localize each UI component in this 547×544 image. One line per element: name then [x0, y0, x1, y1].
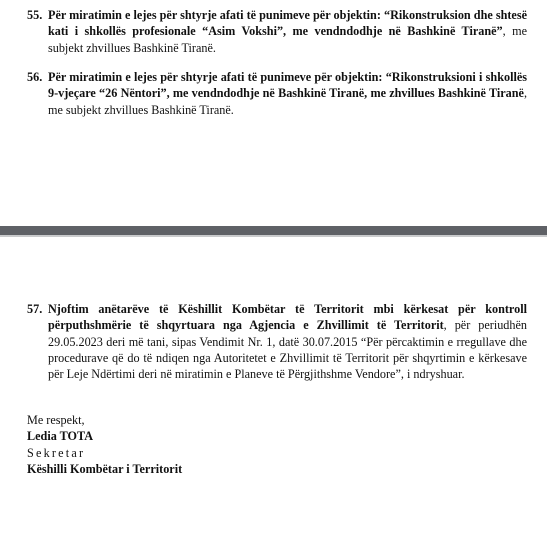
- signer-name: Ledia TOTA: [27, 429, 94, 444]
- item-number: 55.: [27, 8, 43, 22]
- agenda-item-57: [27, 301, 527, 382]
- item-lead: Njoftim anëtarëve të Këshillit Kombëtar të Territorit mbi kërkesat për kontroll përputhshmërie të shqyrtuara nga Agjencia e Zhvillimit të Territorit: [48, 302, 527, 333]
- item-lead: Për miratimin e lejes për shtyrje afati të punimeve për objektin: “Rikonstruksioni i shkollës 9-vjeçare “26 Nëntori”, me vendndodhje në Bashkinë Tiranë, me zhvillues Bashkinë Tiranë: [48, 70, 527, 101]
- agenda-item-55: [27, 7, 527, 56]
- item-rest: , me subjekt zhvillues Bashkinë Tiranë.: [48, 86, 527, 117]
- organization-name: Këshilli Kombëtar i Territorit: [27, 462, 183, 477]
- item-lead: Për miratimin e lejes për shtyrje afati të punimeve për objektin: “Rikonstruksion dhe shtesë kati i shkollës profesionale “Asim Vokshi”, me vendndodhje në Bashkinë Tiranë”: [48, 8, 527, 39]
- item-text: [48, 301, 527, 382]
- item-rest: , me subjekt zhvillues Bashkinë Tiranë.: [48, 24, 527, 55]
- signer-title: Sekretar: [27, 445, 86, 460]
- signature-block: [27, 412, 182, 478]
- page-divider: [0, 226, 547, 235]
- item-text: [48, 7, 527, 56]
- item-number: 56.: [27, 70, 43, 84]
- document-page-top: [0, 0, 547, 226]
- document-page-bottom: [0, 237, 547, 544]
- closing-text: Me respekt,: [27, 413, 85, 427]
- agenda-item-56: [27, 69, 527, 118]
- item-rest: , për periudhën 29.05.2023 deri më tani, sipas Vendimit Nr. 1, datë 30.07.2015 “Për përcaktimin e rregullave dhe procedurave që do të ndiqen nga Autoritetet e Zhvillimit të Territorit për shqyrtimin e kërkesave për Leje Ndërtimi deri në miratimin e Planeve të Përgjithshme Vendore”, i ndryshuar.: [48, 318, 527, 382]
- item-text: [48, 69, 527, 118]
- item-number: 57.: [27, 302, 43, 316]
